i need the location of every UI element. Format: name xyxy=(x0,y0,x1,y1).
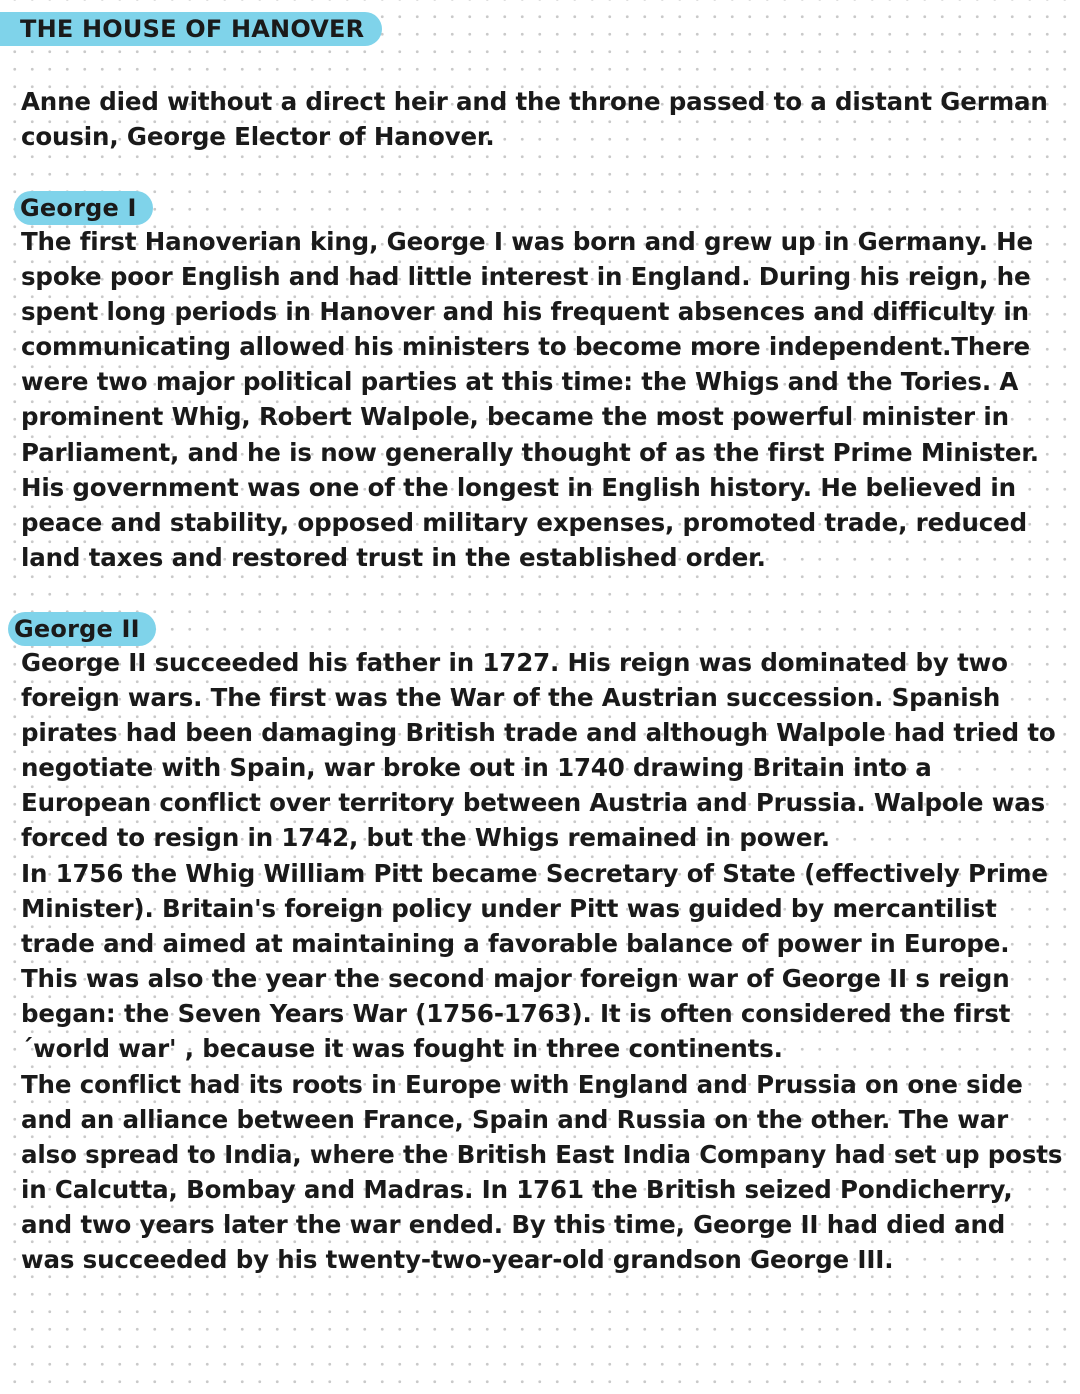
intro-paragraph: Anne died without a direct heir and the throne passed to a distant German cousin, George Elector of Hanover. xyxy=(21,87,1048,152)
page-title: THE HOUSE OF HANOVER xyxy=(0,12,382,46)
george-i-paragraph: The first Hanoverian king, George I was born and grew up in Germany. He spoke poor English and had little interest in England. During his reign, he spent long periods in Hanover and his frequent absences and difficulty in communicating allowed his ministers to become more independent.There were two major political parties at this time: the Whigs and the Tories. A prominent Whig, Robert Walpole, became the most powerful minister in Parliament, and he is now generally thought of as the first Prime Minister. His government was one of the longest in English history. He believed in peace and stability, opposed military expenses, promoted trade, reduced land taxes and restored trust in the established order. xyxy=(21,227,1039,572)
section-heading-george-ii: George II xyxy=(8,612,156,646)
george-ii-paragraph-2: In 1756 the Whig William Pitt became Secretary of State (effectively Prime Minister). Britain's foreign policy under Pitt was guided by mercantilist trade and aimed at maintaining a favorable balance of power in Europe. This was also the year the second major foreign war of George II s reign began: the Seven Years War (1756-1763). It is often considered the first ´world war' , because it was fought in three continents. xyxy=(21,859,1048,1064)
george-ii-paragraph-1: George II succeeded his father in 1727. His reign was dominated by two foreign wars. The first was the War of the Austrian succession. Spanish pirates had been damaging British trade and although Walpole had tried to negotiate with Spain, war broke out in 1740 drawing Britain into a European conflict over territory between Austria and Prussia. Walpole was forced to resign in 1742, but the Whigs remained in power. xyxy=(21,648,1056,853)
section-heading-george-i: George I xyxy=(14,191,153,225)
george-ii-paragraph-3: The conflict had its roots in Europe with England and Prussia on one side and an alliance between France, Spain and Russia on the other. The war also spread to India, where the British East India Company had set up posts in Calcutta, Bombay and Madras. In 1761 the British seized Pondicherry, and two years later the war ended. By this time, George II had died and was succeeded by his twenty-two-year-old grandson George III. xyxy=(21,1070,1063,1275)
